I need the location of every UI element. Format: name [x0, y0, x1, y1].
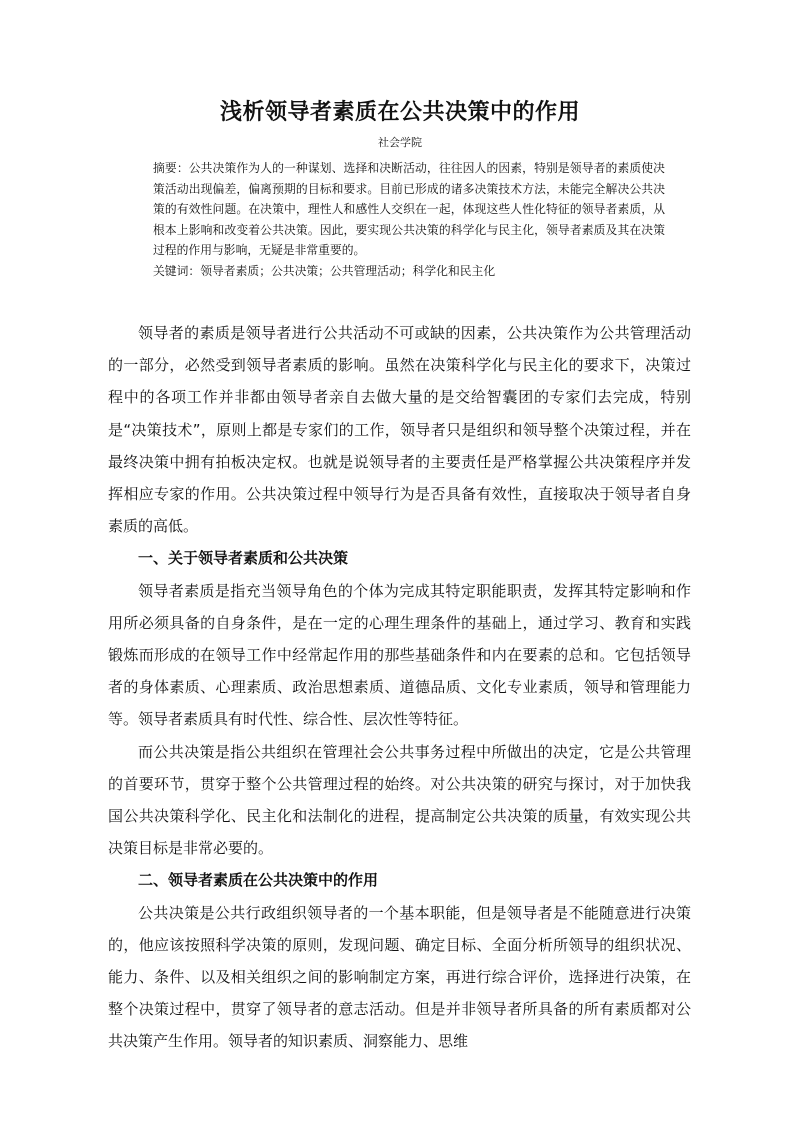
- author-affiliation: 社会学院: [378, 136, 422, 149]
- abstract-block: [153, 158, 665, 281]
- body-paragraph-1: 领导者的素质是领导者进行公共活动不可或缺的因素，公共决策作为公共管理活动的一部分，必然受到领导者素质的影响。虽然在决策科学化与民主化的要求下，决策过程中的各项工作并非都由领导者亲自去做大量的是交给智囊团的专家们去完成，特别是“决策技术”，原则上都是专家们的工作，领导者只是组织和领导整个决策过程，并在最终决策中拥有拍板决定权。也就是说领导者的主要责任是严格掌握公共决策程序并发挥相应专家的作用。公共决策过程中领导行为是否具备有效性，直接取决于领导者自身素质的高低。: [108, 324, 691, 536]
- section-heading-1: 一、关于领导者素质和公共决策: [138, 549, 349, 568]
- abstract-paragraph: [153, 158, 665, 261]
- abstract-label: 摘要：: [153, 161, 189, 175]
- abstract-text: 公共决策作为人的一种谋划、选择和决断活动，往往因人的因素，特别是领导者的素质使决策活动出现偏差，偏离预期的目标和要求。目前已形成的诸多决策技术方法，未能完全解决公共决策的有效性问题。在决策中，理性人和感性人交织在一起，体现这些人性化特征的领导者素质，从根本上影响和改变着公共决策。因此，要实现公共决策的科学化与民主化，领导者素质及其在决策过程的作用与影响，无疑是非常重要的。: [153, 161, 665, 257]
- body-paragraph-3: 而公共决策是指公共组织在管理社会公共事务过程中所做出的决定，它是公共管理的首要环节，贯穿于整个公共管理过程的始终。对公共决策的研究与探讨，对于加快我国公共决策科学化、民主化和法制化的进程，提高制定公共决策的质量，有效实现公共决策目标是非常必要的。: [108, 742, 691, 858]
- section-heading-2: 二、领导者素质在公共决策中的作用: [138, 871, 379, 890]
- body-paragraph-2: 领导者素质是指充当领导角色的个体为完成其特定职能职责，发挥其特定影响和作用所必须具备的自身条件，是在一定的心理生理条件的基础上，通过学习、教育和实践锻炼而形成的在领导工作中经常起作用的那些基础条件和内在要素的总和。它包括领导者的身体素质、心理素质、政治思想素质、道德品质、文化专业素质，领导和管理能力等。领导者素质具有时代性、综合性、层次性等特征。: [108, 581, 691, 729]
- keywords-line: [153, 261, 665, 282]
- keywords-text: 领导者素质；公共决策；公共管理活动；科学化和民主化: [200, 263, 496, 278]
- main-body: [108, 317, 691, 1058]
- keywords-label: 关键词：: [153, 263, 201, 278]
- body-paragraph-4: 公共决策是公共行政组织领导者的一个基本职能，但是领导者是不能随意进行决策的，他应该按照科学决策的原则，发现问题、确定目标、全面分析所领导的组织状况、能力、条件、以及相关组织之间的影响制定方案，再进行综合评价，选择进行决策，在整个决策过程中，贯穿了领导者的意志活动。但是并非领导者所具备的所有素质都对公共决策产生作用。领导者的知识素质、洞察能力、思维: [108, 903, 691, 1051]
- paper-title: 浅析领导者素质在公共决策中的作用: [219, 100, 580, 125]
